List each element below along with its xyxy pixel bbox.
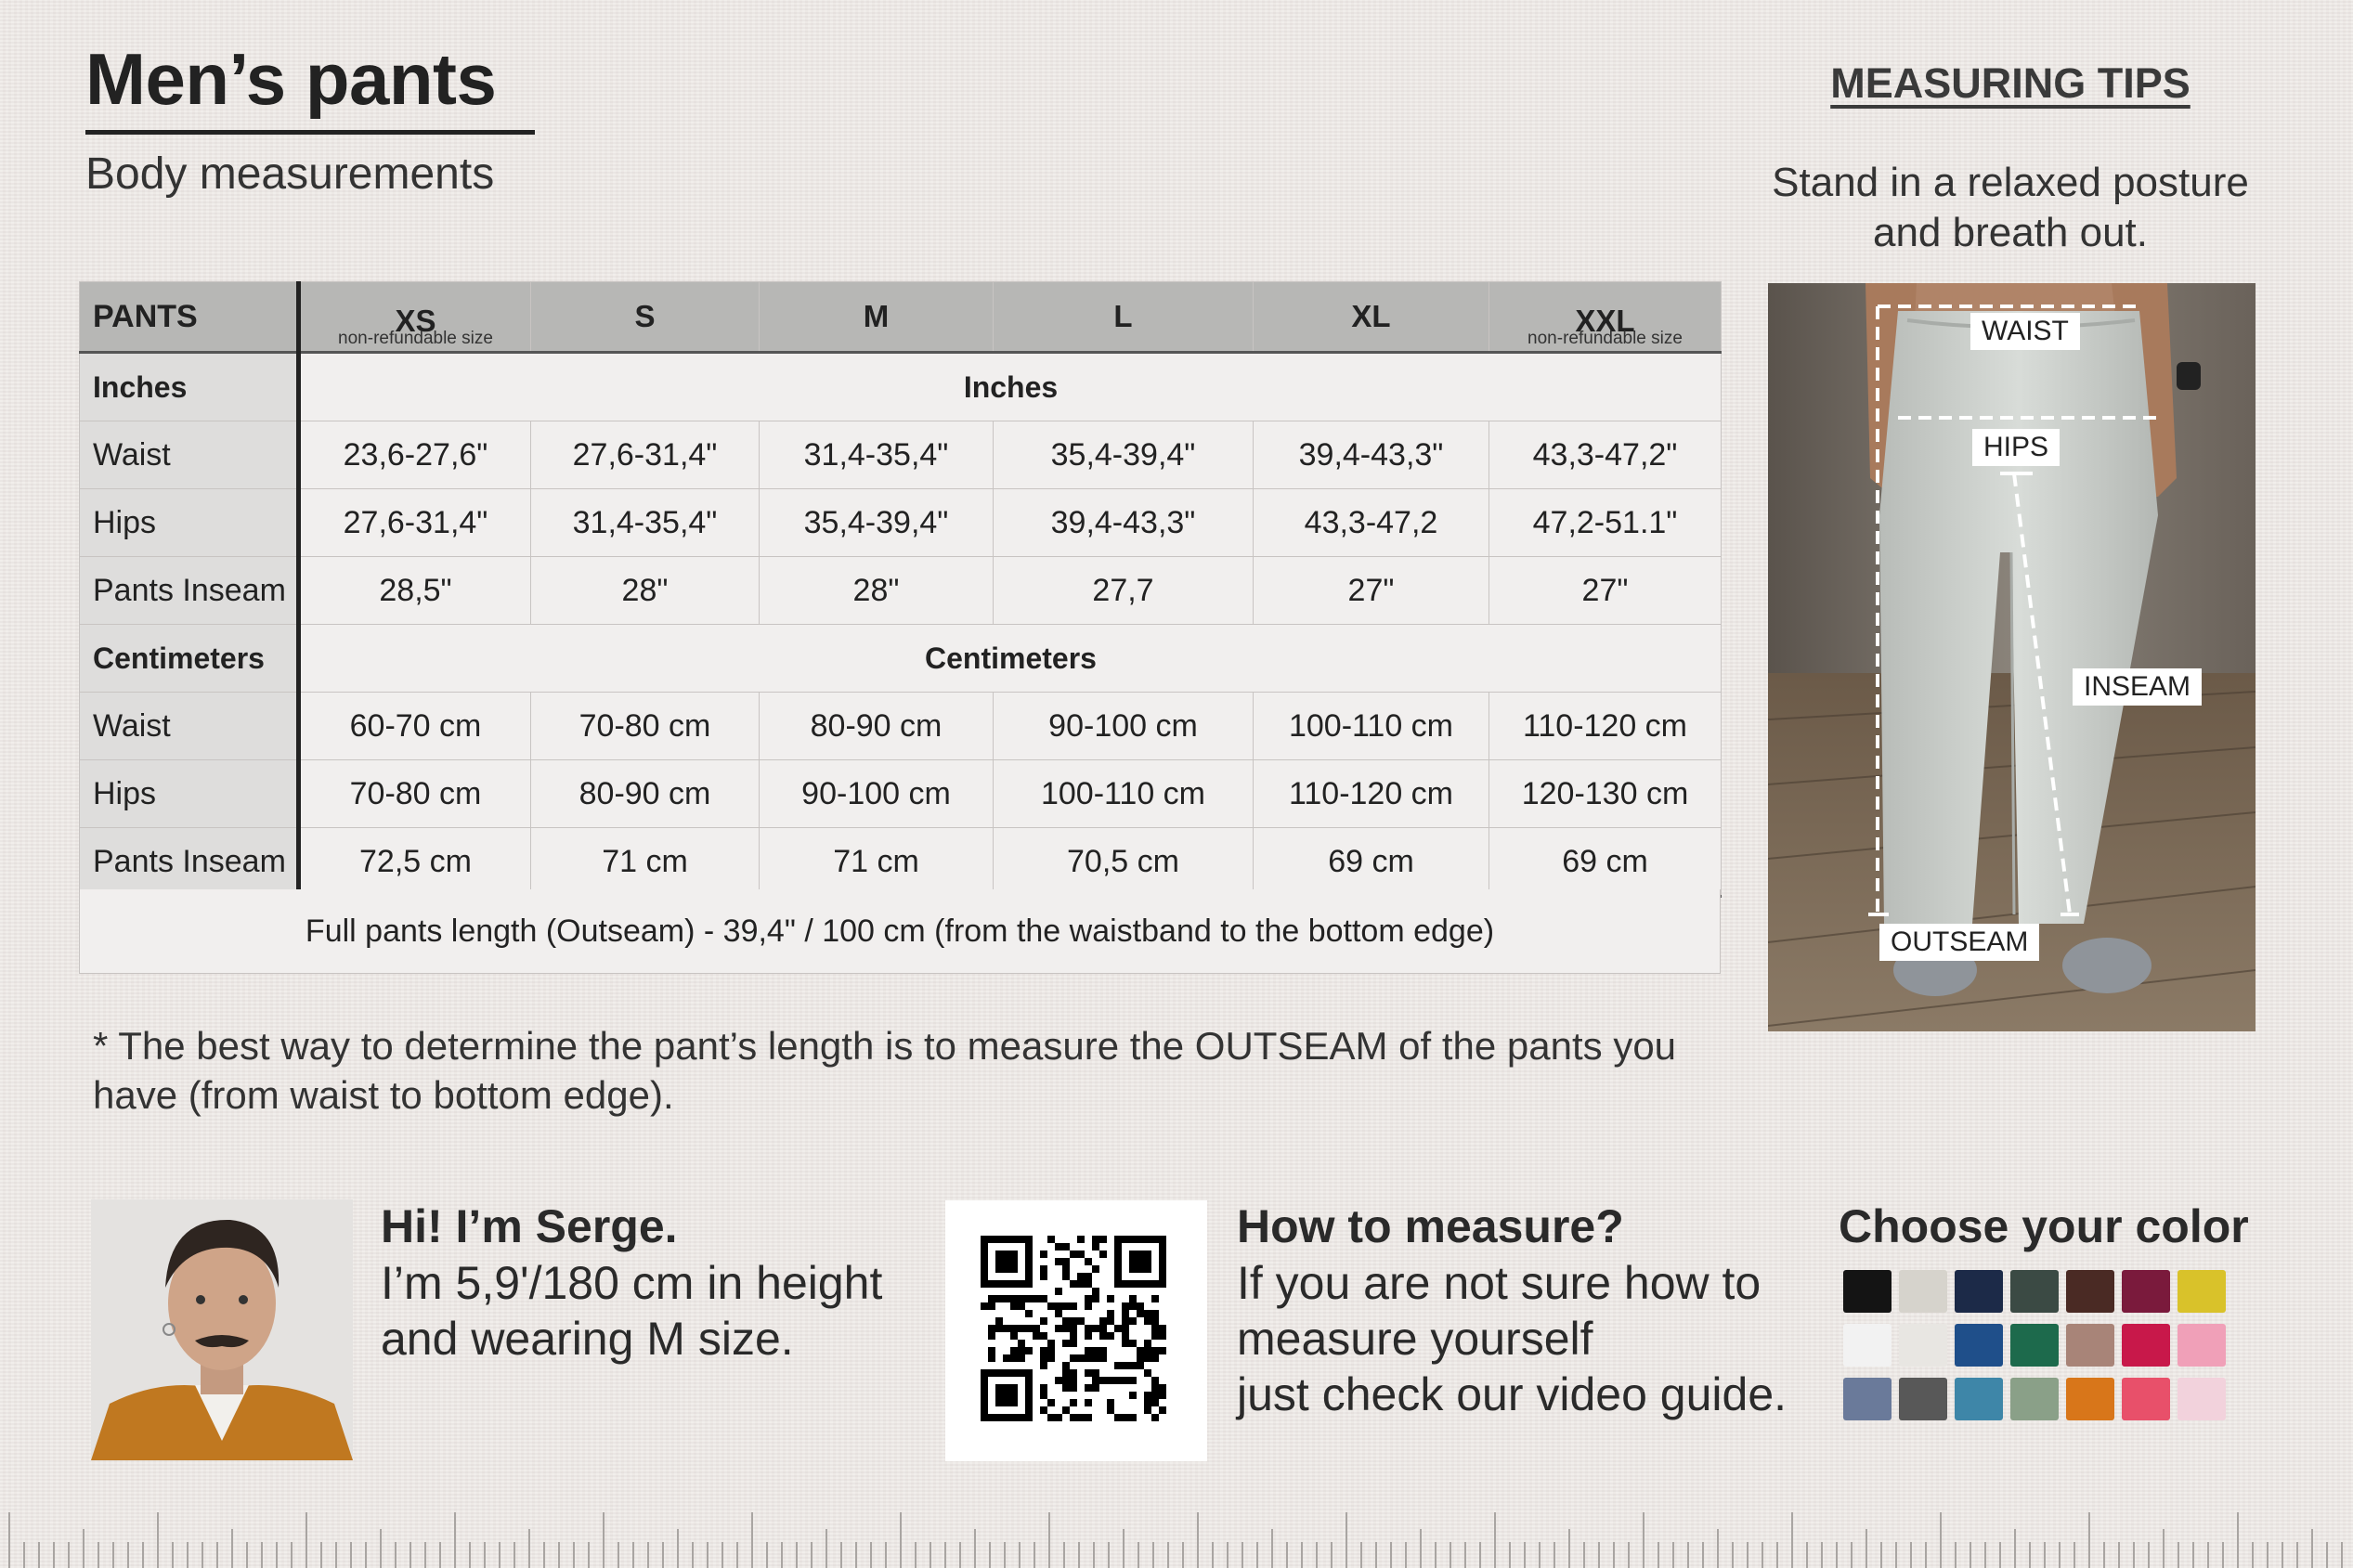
table-cell: 71 cm [760, 828, 994, 897]
how-to-measure-title: How to measure? [1237, 1200, 1624, 1252]
table-cell: 47,2-51.1" [1489, 489, 1722, 557]
table-cell: 90-100 cm [994, 693, 1254, 760]
table-cell: 72,5 cm [299, 828, 531, 897]
model-height: I’m 5,9'/180 cm in height [381, 1257, 883, 1309]
color-swatch[interactable] [1843, 1378, 1892, 1420]
color-swatch[interactable] [2178, 1270, 2226, 1313]
table-cell: 70-80 cm [531, 693, 760, 760]
table-cell: 39,4-43,3" [994, 489, 1254, 557]
table-row [80, 693, 1722, 760]
color-swatch[interactable] [1843, 1270, 1892, 1313]
table-cell: 28" [760, 557, 994, 625]
model-photo [91, 1199, 353, 1460]
table-cell: 28" [531, 557, 760, 625]
size-label: M [863, 299, 890, 333]
ruler-decoration [0, 1495, 2353, 1568]
pants-illustration [1768, 283, 2256, 1031]
table-row [80, 421, 1722, 489]
measuring-tips-title: MEASURING TIPS [1830, 59, 2190, 107]
cm-group-row [80, 625, 1722, 693]
color-swatch[interactable] [2178, 1324, 2226, 1367]
table-row [80, 760, 1722, 828]
size-header-xl [1254, 282, 1489, 353]
qr-code-graphic [945, 1200, 1207, 1461]
table-cell: 28,5" [299, 557, 531, 625]
cm-row-label: Centimeters [80, 625, 299, 693]
row-label: Waist [80, 693, 299, 760]
non-refundable-note: non-refundable size [338, 329, 493, 348]
size-label: S [634, 299, 656, 333]
table-cell: 27" [1489, 557, 1722, 625]
page-title: Men’s pants [85, 38, 497, 120]
how-to-measure-text [1237, 1255, 1787, 1422]
color-swatch[interactable] [2066, 1324, 2114, 1367]
color-swatch[interactable] [1843, 1324, 1892, 1367]
color-swatch[interactable] [1899, 1378, 1947, 1420]
inseam-label: INSEAM [2073, 668, 2202, 706]
inches-row-label: Inches [80, 353, 299, 421]
outseam-note: Full pants length (Outseam) - 39,4" / 100 cm (from the waistband to the bottom edge) [79, 889, 1721, 974]
size-label: XXL [1575, 304, 1635, 338]
color-swatch[interactable] [1955, 1378, 2003, 1420]
video-guide-qr-code[interactable] [945, 1200, 1207, 1461]
color-swatch[interactable] [2122, 1378, 2170, 1420]
model-portrait [91, 1199, 353, 1460]
table-cell: 27" [1254, 557, 1489, 625]
table-cell: 80-90 cm [531, 760, 760, 828]
table-cell: 27,7 [994, 557, 1254, 625]
color-swatch[interactable] [2178, 1378, 2226, 1420]
table-cell: 27,6-31,4" [531, 421, 760, 489]
table-row [80, 489, 1722, 557]
table-cell: 31,4-35,4" [531, 489, 760, 557]
color-swatch[interactable] [2066, 1378, 2114, 1420]
table-cell: 43,3-47,2" [1489, 421, 1722, 489]
color-swatch[interactable] [1899, 1324, 1947, 1367]
color-swatch[interactable] [2010, 1270, 2059, 1313]
table-cell: 70-80 cm [299, 760, 531, 828]
size-header-l [994, 282, 1254, 353]
outseam-label: OUTSEAM [1879, 924, 2039, 961]
model-description [381, 1255, 882, 1367]
table-cell: 69 cm [1489, 828, 1722, 897]
waist-label: WAIST [1970, 313, 2080, 350]
table-cell: 60-70 cm [299, 693, 531, 760]
size-label: XL [1351, 299, 1391, 333]
color-swatch[interactable] [2010, 1324, 2059, 1367]
color-swatch[interactable] [1899, 1270, 1947, 1313]
color-picker-title: Choose your color [1839, 1200, 2249, 1252]
table-header-row [80, 282, 1722, 353]
table-cell: 80-90 cm [760, 693, 994, 760]
table-cell: 69 cm [1254, 828, 1489, 897]
pants-measurement-photo [1768, 283, 2256, 1031]
table-cell: 35,4-39,4" [760, 489, 994, 557]
table-cell: 100-110 cm [1254, 693, 1489, 760]
table-cell: 100-110 cm [994, 760, 1254, 828]
table-cell: 23,6-27,6" [299, 421, 531, 489]
color-swatch[interactable] [2122, 1270, 2170, 1313]
non-refundable-note: non-refundable size [1528, 329, 1683, 348]
length-tip-note: * The best way to determine the pant’s length is to measure the OUTSEAM of the pants you have (from waist to bottom edge). [93, 1024, 1677, 1117]
inches-group-label: Inches [299, 353, 1722, 421]
how-to-measure-line: If you are not sure how to [1237, 1257, 1762, 1309]
table-cell: 70,5 cm [994, 828, 1254, 897]
table-cell: 27,6-31,4" [299, 489, 531, 557]
model-size: and wearing M size. [381, 1313, 794, 1365]
table-cell: 35,4-39,4" [994, 421, 1254, 489]
size-header-xs [299, 282, 531, 353]
table-cell: 110-120 cm [1489, 693, 1722, 760]
title-underline [85, 130, 535, 135]
table-cell: 90-100 cm [760, 760, 994, 828]
table-cell: 31,4-35,4" [760, 421, 994, 489]
size-header-s [531, 282, 760, 353]
color-swatch[interactable] [2010, 1378, 2059, 1420]
page-subtitle: Body measurements [85, 149, 495, 199]
cm-group-label: Centimeters [299, 625, 1722, 693]
model-greeting: Hi! I’m Serge. [381, 1200, 678, 1252]
table-cell: 120-130 cm [1489, 760, 1722, 828]
size-header-m [760, 282, 994, 353]
color-swatch[interactable] [1955, 1324, 2003, 1367]
size-label: XS [395, 304, 436, 338]
row-label: Hips [80, 489, 299, 557]
row-label: Hips [80, 760, 299, 828]
hips-label: HIPS [1972, 429, 2060, 466]
how-to-measure-line: measure yourself [1237, 1313, 1593, 1365]
inches-group-row [80, 353, 1722, 421]
how-to-measure-line: just check our video guide. [1237, 1368, 1788, 1420]
table-cell: 71 cm [531, 828, 760, 897]
table-cell: 43,3-47,2 [1254, 489, 1489, 557]
color-swatch[interactable] [2066, 1270, 2114, 1313]
row-label: Pants Inseam [80, 557, 299, 625]
table-corner-label: PANTS [80, 282, 299, 353]
row-label: Pants Inseam [80, 828, 299, 897]
size-label: L [1113, 299, 1133, 333]
color-swatch[interactable] [1955, 1270, 2003, 1313]
table-row [80, 557, 1722, 625]
table-cell: 39,4-43,3" [1254, 421, 1489, 489]
size-chart-table [79, 281, 1722, 898]
color-swatch[interactable] [2122, 1324, 2170, 1367]
size-header-xxl [1489, 282, 1722, 353]
measuring-tips-text: Stand in a relaxed posture and breath out. [1772, 160, 2249, 255]
table-row [80, 828, 1722, 897]
table-cell: 110-120 cm [1254, 760, 1489, 828]
row-label: Waist [80, 421, 299, 489]
color-swatch-grid [1843, 1270, 2233, 1420]
